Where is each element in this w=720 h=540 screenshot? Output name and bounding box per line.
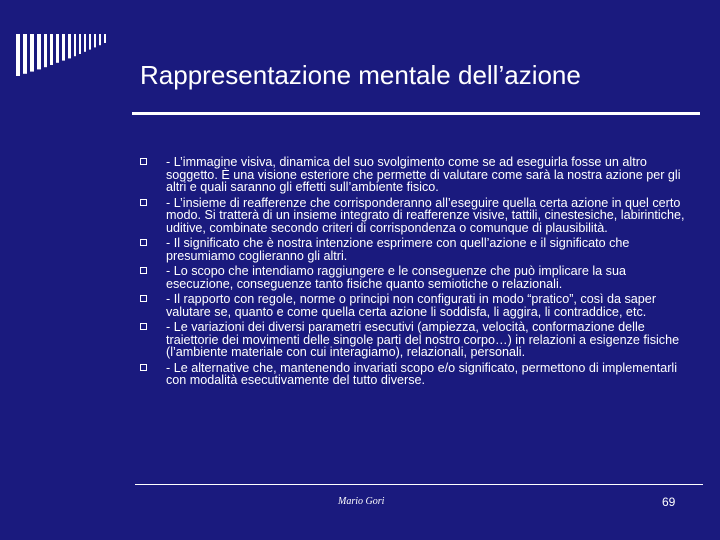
decorative-bar <box>68 34 71 58</box>
list-item <box>138 362 688 387</box>
square-bullet-icon <box>140 323 147 330</box>
bullet-text: - Il rapporto con regole, norme o principi non configurati in modo “pratico”, così da saper valutare se, quanto e come quella certa azione li soddisfa, li aggira, li contraddice, etc. <box>166 292 657 319</box>
decorative-bar <box>16 34 20 76</box>
list-item <box>138 156 688 194</box>
decorative-bar <box>74 34 76 56</box>
decorative-bar <box>37 34 41 69</box>
decorative-bars <box>14 32 134 82</box>
decorative-bar <box>104 34 106 43</box>
decorative-bar <box>44 34 47 67</box>
slide-title: Rappresentazione mentale dell’azione <box>140 60 581 90</box>
square-bullet-icon <box>140 364 147 371</box>
square-bullet-icon <box>140 158 147 165</box>
decorative-bar <box>79 34 81 54</box>
bullet-list <box>138 156 688 390</box>
square-bullet-icon <box>140 239 147 246</box>
title-divider <box>132 112 700 115</box>
square-bullet-icon <box>140 267 147 274</box>
footer-divider <box>135 484 703 485</box>
footer-author: Mario Gori <box>338 496 385 507</box>
list-item <box>138 293 688 318</box>
list-item <box>138 265 688 290</box>
decorative-bar <box>99 34 101 45</box>
square-bullet-icon <box>140 295 147 302</box>
square-bullet-icon <box>140 199 147 206</box>
decorative-bar <box>62 34 65 61</box>
list-item <box>138 197 688 235</box>
list-item <box>138 321 688 359</box>
decorative-bar <box>84 34 86 52</box>
decorative-bar <box>89 34 91 50</box>
page-number: 69 <box>662 495 676 509</box>
bullet-text: - Lo scopo che intendiamo raggiungere e le conseguenze che può implicare la sua esecuzione, conseguenze tanto fisiche quanto semiotiche o relazionali. <box>166 264 626 291</box>
decorative-bar <box>94 34 96 47</box>
decorative-bar <box>30 34 34 72</box>
decorative-bar <box>23 34 27 74</box>
bullet-text: - L’insieme di reafferenze che corrisponderanno all’eseguire quella certa azione in quel certo modo. Si tratterà di un insieme integrato di reafferenze visive, tattili, cinestesiche, labirintiche, uditive, combinate secondo criteri di corrispondenza o comunque di plausibilità. <box>166 195 685 235</box>
list-item <box>138 237 688 262</box>
bullet-text: - L’immagine visiva, dinamica del suo svolgimento come se ad eseguirla fosse un altro soggetto. È una visione esteriore che permette di valutare come sarà la nostra azione per gli altri e quali saranno gli effetti sull’ambiente fisico. <box>166 155 681 194</box>
bullet-text: - Le alternative che, mantenendo invariati scopo e/o significato, permettono di implementarli con modalità esecutivamente del tutto diverse. <box>166 360 678 387</box>
bullet-text: - Il significato che è nostra intenzione esprimere con quell’azione e il significato che presumiamo coglieranno gli altri. <box>166 236 630 263</box>
decorative-bar <box>50 34 53 65</box>
decorative-bar <box>56 34 59 63</box>
bullet-text: - Le variazioni dei diversi parametri esecutivi (ampiezza, velocità, conformazione delle traiettorie dei movimenti delle singole parti del nostro corpo…) in relazioni a esigenze fisiche (l’ambiente materiale con cui interagiamo), relazionali, personali. <box>166 320 680 359</box>
